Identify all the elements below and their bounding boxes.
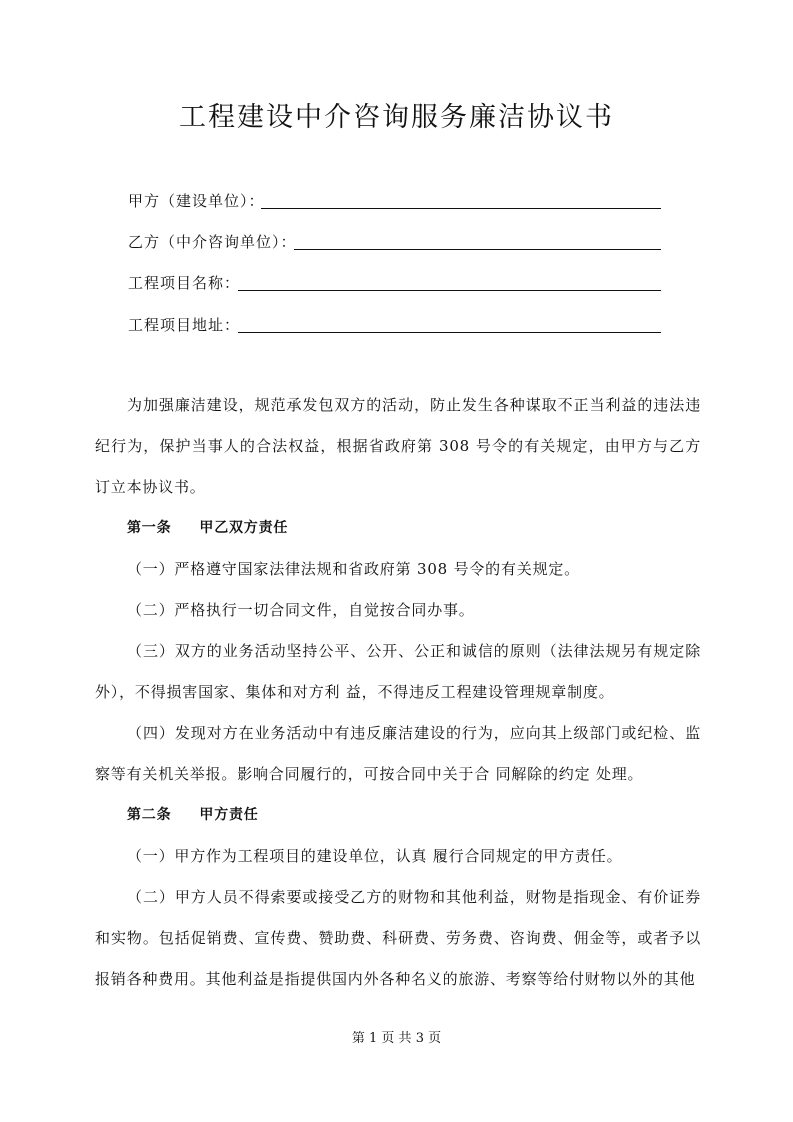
page-footer: 第 1 页 共 3 页	[351, 1031, 442, 1046]
article-2-title: 甲方责任	[199, 807, 259, 823]
party-a-underline	[261, 190, 661, 209]
project-name-underline	[238, 272, 661, 291]
project-address-label: 工程项目地址：	[128, 316, 241, 334]
article-2-heading	[95, 795, 701, 836]
article-2-number: 第二条	[127, 807, 172, 823]
article-1-heading	[95, 508, 701, 549]
party-a-label: 甲方（建设单位）：	[128, 192, 265, 210]
article-1-item: （一）严格遵守国家法律法规和省政府第 308 号令的有关规定。	[127, 560, 580, 578]
article-1-title: 甲乙双方责任	[199, 520, 289, 536]
article-2-item: （二）甲方人员不得索要或接受乙方的财物和其他利益，财物是指现金、有价证券和实物。包括促销费、宣传费、赞助费、科研费、劳务费、咨询费、佣金等，或者予以报销各种费用。其他利益是指提供国内外各种名义的旅游、考察等给付财物以外的其他	[95, 888, 701, 988]
agreement-body	[95, 385, 701, 1000]
article-1-item: （二）严格执行一切合同文件，自觉按合同办事。	[127, 601, 475, 619]
party-b-underline	[294, 231, 661, 250]
party-b-label: 乙方（中介咨询单位）：	[128, 233, 297, 251]
document-title: 工程建设中介咨询服务廉洁协议书	[179, 102, 614, 133]
project-name-label: 工程项目名称：	[128, 274, 241, 292]
article-2-item: （一）甲方作为工程项目的建设单位，认真 履行合同规定的甲方责任。	[127, 847, 623, 865]
intro-paragraph: 为加强廉洁建设，规范承发包双方的活动，防止发生各种谋取不正当利益的违法违纪行为，保护当事人的合法权益，根据省政府第 308 号令的有关规定，由甲方与乙方订立本协议书。	[95, 396, 701, 496]
article-1-item: （四）发现对方在业务活动中有违反廉洁建设的行为，应向其上级部门或纪检、监察等有关机关举报。影响合同履行的，可按合同中关于合 同解除的约定 处理。	[95, 724, 701, 783]
article-1-number: 第一条	[127, 520, 172, 536]
article-1-item: （三）双方的业务活动坚持公平、公开、公正和诚信的原则（法律法规另有规定除外），不得损害国家、集体和对方利 益，不得违反工程建设管理规章制度。	[95, 642, 701, 701]
project-address-underline	[238, 314, 661, 333]
